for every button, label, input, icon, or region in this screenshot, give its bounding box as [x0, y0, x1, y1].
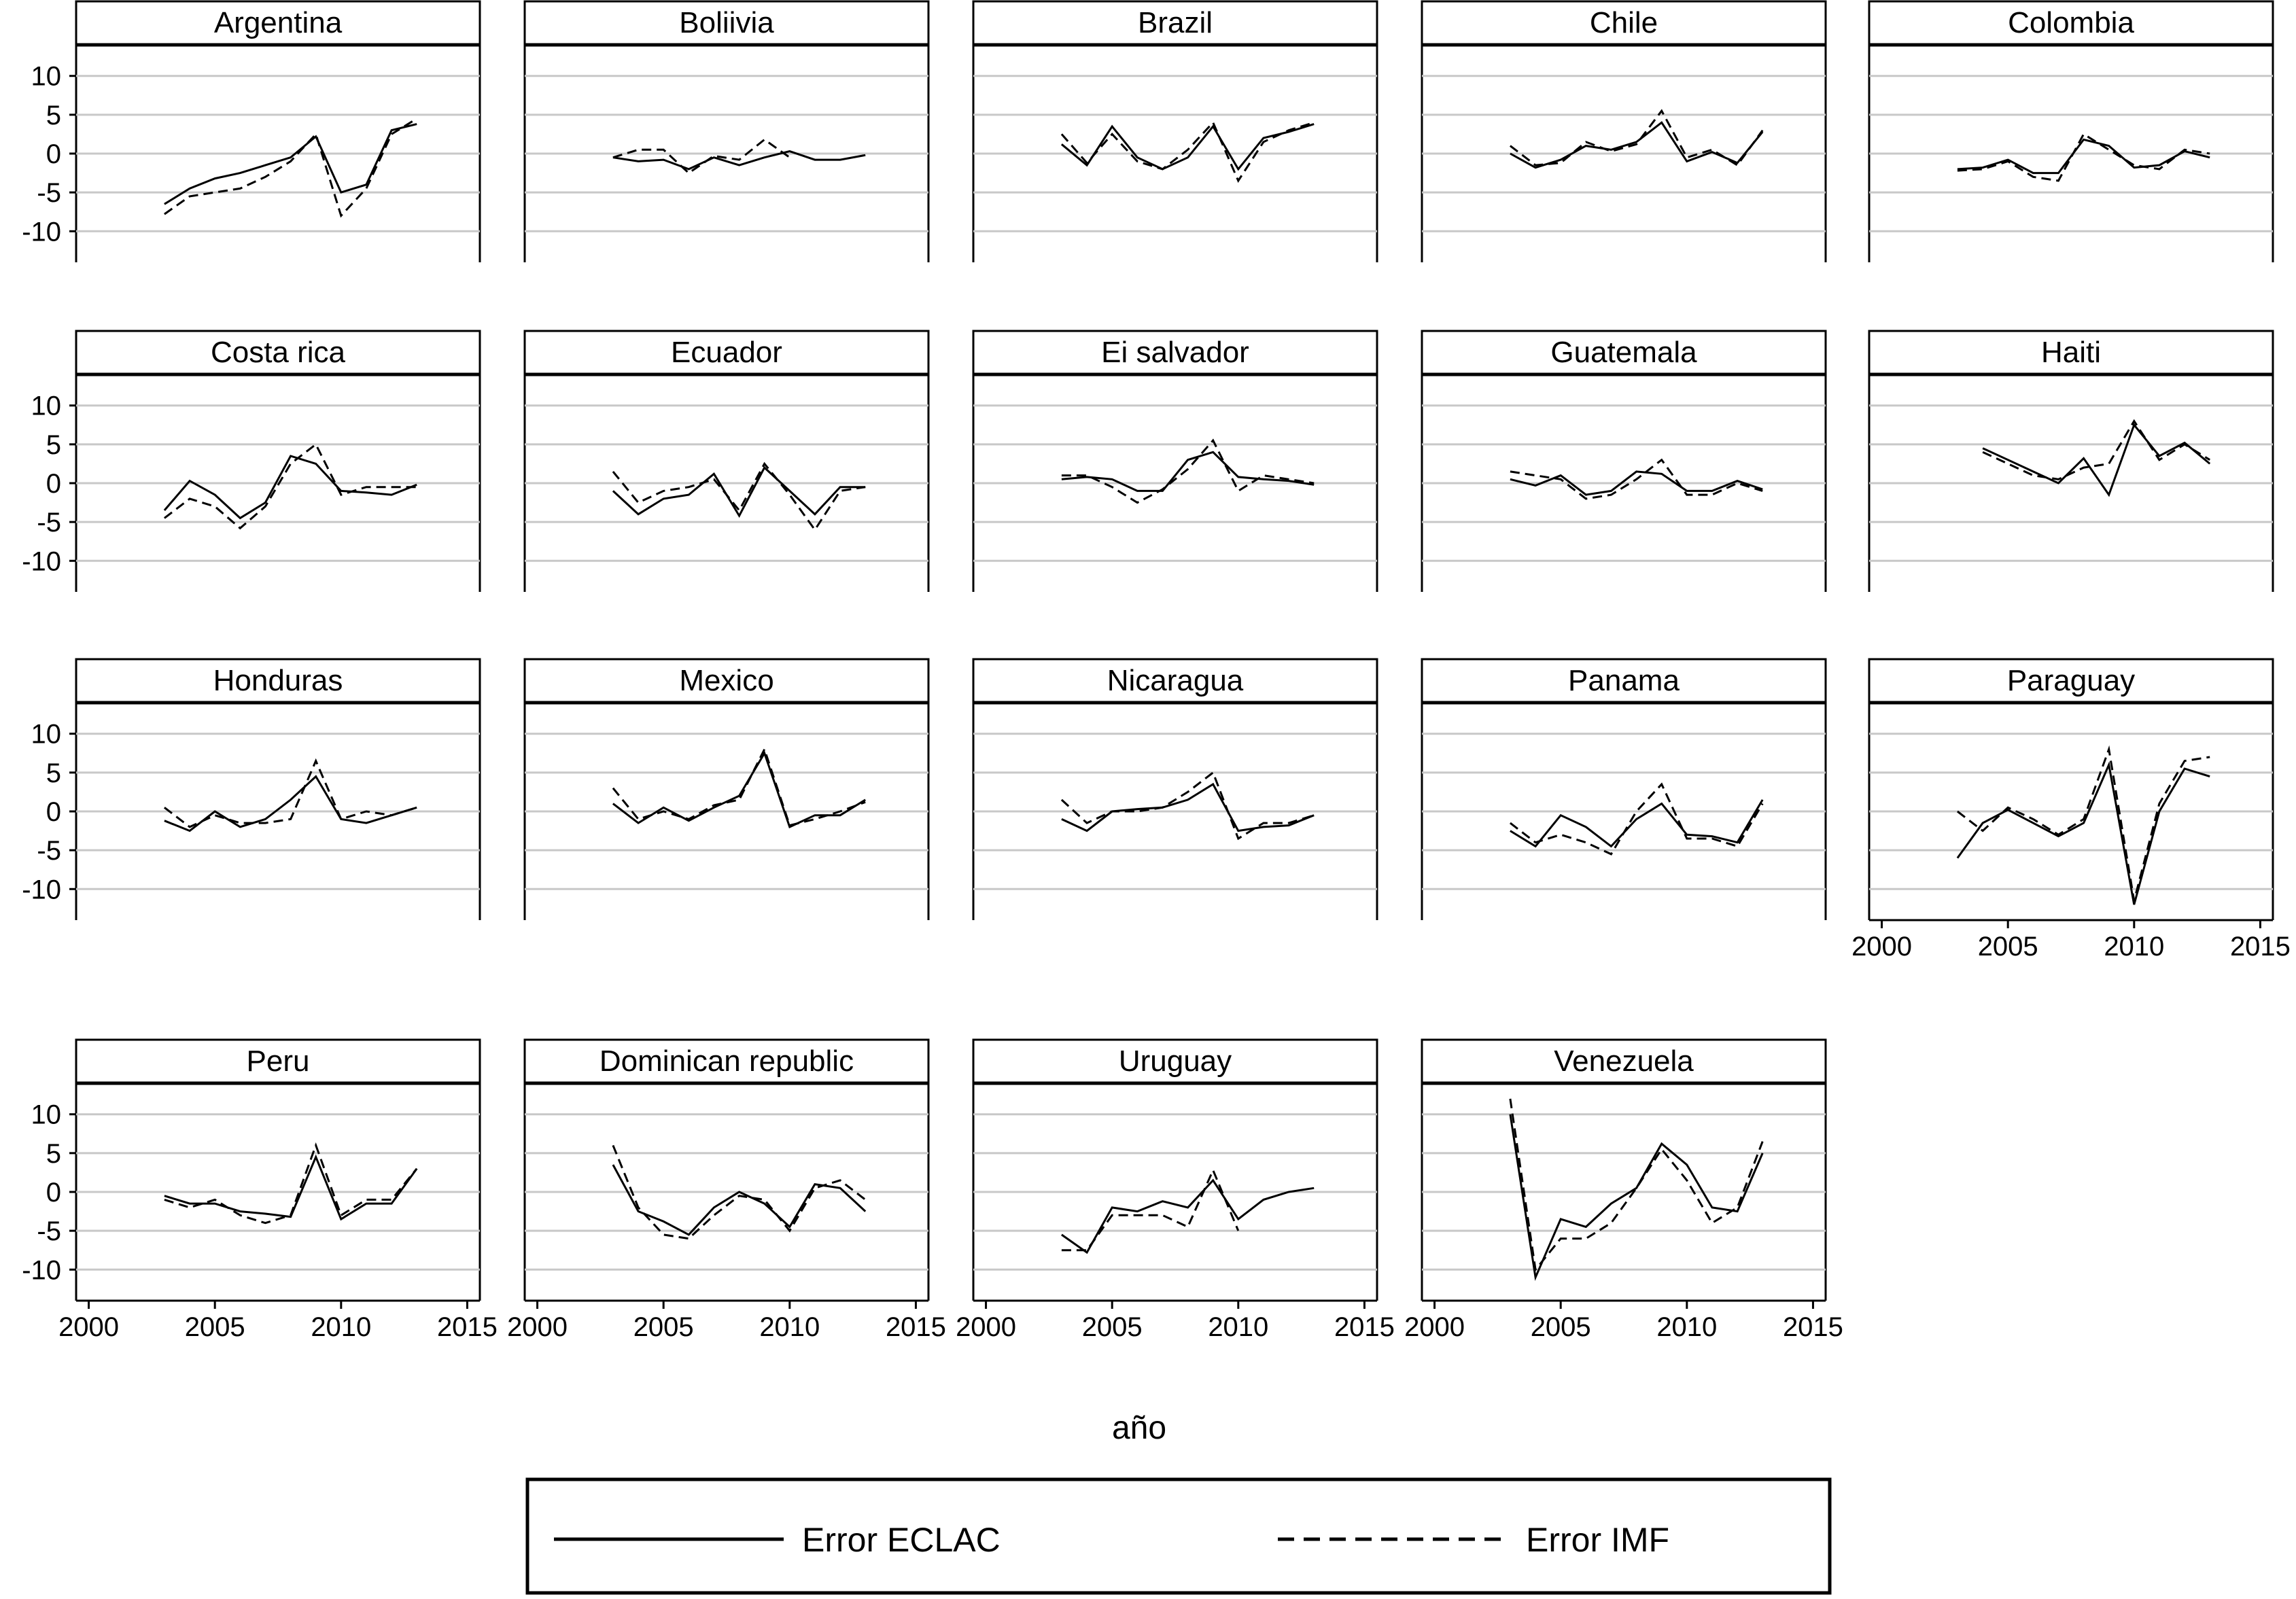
- x-tick-label: 2015: [1782, 1312, 1843, 1342]
- panel-dominican-republic: [507, 1040, 946, 1342]
- series-line-imf: [613, 463, 865, 529]
- series-line-eclac: [613, 753, 865, 827]
- x-tick-label: 2005: [184, 1312, 245, 1342]
- y-tick-label: -10: [22, 546, 61, 577]
- series-line-imf: [1510, 460, 1762, 499]
- x-tick-label: 2000: [956, 1312, 1017, 1342]
- series-line-imf: [1062, 440, 1314, 503]
- panel-title: Venezuela: [1554, 1044, 1694, 1078]
- panel-boliivia: [525, 1, 928, 262]
- series-line-imf: [1062, 122, 1314, 181]
- series-line-imf: [1062, 773, 1314, 839]
- panel-venezuela: [1404, 1040, 1843, 1342]
- x-tick-label: 2000: [507, 1312, 568, 1342]
- panel-title: Boliivia: [679, 6, 774, 39]
- panel-guatemala: [1422, 331, 1826, 592]
- panel-honduras: [22, 659, 480, 920]
- x-tick-label: 2010: [2104, 932, 2165, 962]
- series-line-imf: [613, 139, 790, 173]
- legend: [527, 1479, 1830, 1593]
- series-line-eclac: [1062, 452, 1314, 491]
- x-tick-label: 2005: [633, 1312, 694, 1342]
- x-tick-label: 2000: [58, 1312, 120, 1342]
- y-tick-label: -5: [37, 178, 61, 209]
- x-tick-label: 2015: [885, 1312, 946, 1342]
- series-line-imf: [1510, 1099, 1762, 1269]
- series-line-eclac: [1958, 765, 2210, 904]
- x-tick-label: 2010: [1656, 1312, 1718, 1342]
- series-line-eclac: [164, 1157, 417, 1219]
- panel-panama: [1422, 659, 1826, 920]
- panel-paraguay: [1851, 659, 2291, 962]
- panel-brazil: [973, 1, 1377, 262]
- x-tick-label: 2010: [1208, 1312, 1269, 1342]
- y-tick-label: 5: [46, 100, 61, 130]
- panel-title: Costa rica: [210, 336, 346, 369]
- panel-argentina: [22, 1, 480, 262]
- y-tick-label: 10: [31, 61, 61, 92]
- panel-title: Haiti: [2040, 336, 2102, 369]
- y-tick-label: 10: [31, 1100, 61, 1130]
- y-tick-label: 0: [46, 1178, 61, 1208]
- panel-title: Nicaragua: [1107, 664, 1244, 697]
- x-tick-label: 2000: [1404, 1312, 1465, 1342]
- x-tick-label: 2005: [1530, 1312, 1591, 1342]
- y-tick-label: 0: [46, 797, 61, 827]
- y-tick-label: -5: [37, 1216, 61, 1247]
- panel-title: Colombia: [2008, 6, 2134, 39]
- panel-nicaragua: [973, 659, 1377, 920]
- x-tick-label: 2005: [1977, 932, 2038, 962]
- y-tick-label: -10: [22, 875, 61, 905]
- y-tick-label: -5: [37, 836, 61, 866]
- series-line-imf: [164, 119, 417, 216]
- panel-colombia: [1869, 1, 2273, 262]
- panel-title: Uruguay: [1118, 1044, 1232, 1078]
- panel-haiti: [1869, 331, 2273, 592]
- x-tick-label: 2005: [1081, 1312, 1143, 1342]
- panel-mexico: [525, 659, 928, 920]
- panel-title: Mexico: [679, 664, 774, 697]
- y-tick-label: 5: [46, 429, 61, 460]
- series-line-eclac: [1510, 800, 1762, 847]
- legend-label-eclac: Error ECLAC: [802, 1521, 1001, 1559]
- series-line-eclac: [1983, 425, 2210, 495]
- panel-title: Ecuador: [671, 336, 782, 369]
- y-tick-label: -10: [22, 1255, 61, 1286]
- panel-title: Argentina: [213, 6, 343, 39]
- series-line-eclac: [1958, 139, 2210, 173]
- y-tick-label: 10: [31, 719, 61, 750]
- series-line-eclac: [1510, 1114, 1762, 1278]
- panel-peru: [22, 1040, 498, 1342]
- series-line-imf: [613, 750, 865, 826]
- y-tick-label: 10: [31, 391, 61, 421]
- panel-title: Panama: [1568, 664, 1680, 697]
- panel-costa-rica: [22, 331, 480, 592]
- x-tick-label: 2015: [436, 1312, 498, 1342]
- panel-title: Ei salvador: [1101, 336, 1249, 369]
- series-line-eclac: [613, 1165, 865, 1235]
- x-tick-label: 2010: [311, 1312, 372, 1342]
- panel-uruguay: [956, 1040, 1395, 1342]
- series-line-imf: [164, 1145, 417, 1223]
- panel-title: Dominican republic: [599, 1044, 854, 1078]
- series-line-eclac: [164, 777, 417, 831]
- y-tick-label: -5: [37, 508, 61, 538]
- x-tick-label: 2015: [1334, 1312, 1395, 1342]
- panel-title: Brazil: [1137, 6, 1213, 39]
- series-line-imf: [164, 761, 417, 827]
- panels-group: [22, 1, 2291, 1342]
- series-line-imf: [1983, 421, 2210, 480]
- x-tick-label: 2015: [2229, 932, 2291, 962]
- y-tick-label: 0: [46, 469, 61, 499]
- series-line-eclac: [1062, 124, 1314, 169]
- panel-chile: [1422, 1, 1826, 262]
- panel-ei-salvador: [973, 331, 1377, 592]
- panel-title: Peru: [246, 1044, 310, 1078]
- panel-title: Honduras: [213, 664, 343, 697]
- x-axis-title: año: [1111, 1410, 1167, 1446]
- legend-label-imf: Error IMF: [1526, 1521, 1670, 1559]
- y-tick-label: -10: [22, 217, 61, 247]
- panel-title: Paraguay: [2006, 664, 2136, 697]
- y-tick-label: 0: [46, 139, 61, 169]
- y-tick-label: 5: [46, 1138, 61, 1169]
- panel-title: Chile: [1589, 6, 1658, 39]
- x-tick-label: 2010: [759, 1312, 820, 1342]
- panel-ecuador: [525, 331, 928, 592]
- y-tick-label: 5: [46, 758, 61, 788]
- panel-title: Guatemala: [1550, 336, 1697, 369]
- x-tick-label: 2000: [1851, 932, 1913, 962]
